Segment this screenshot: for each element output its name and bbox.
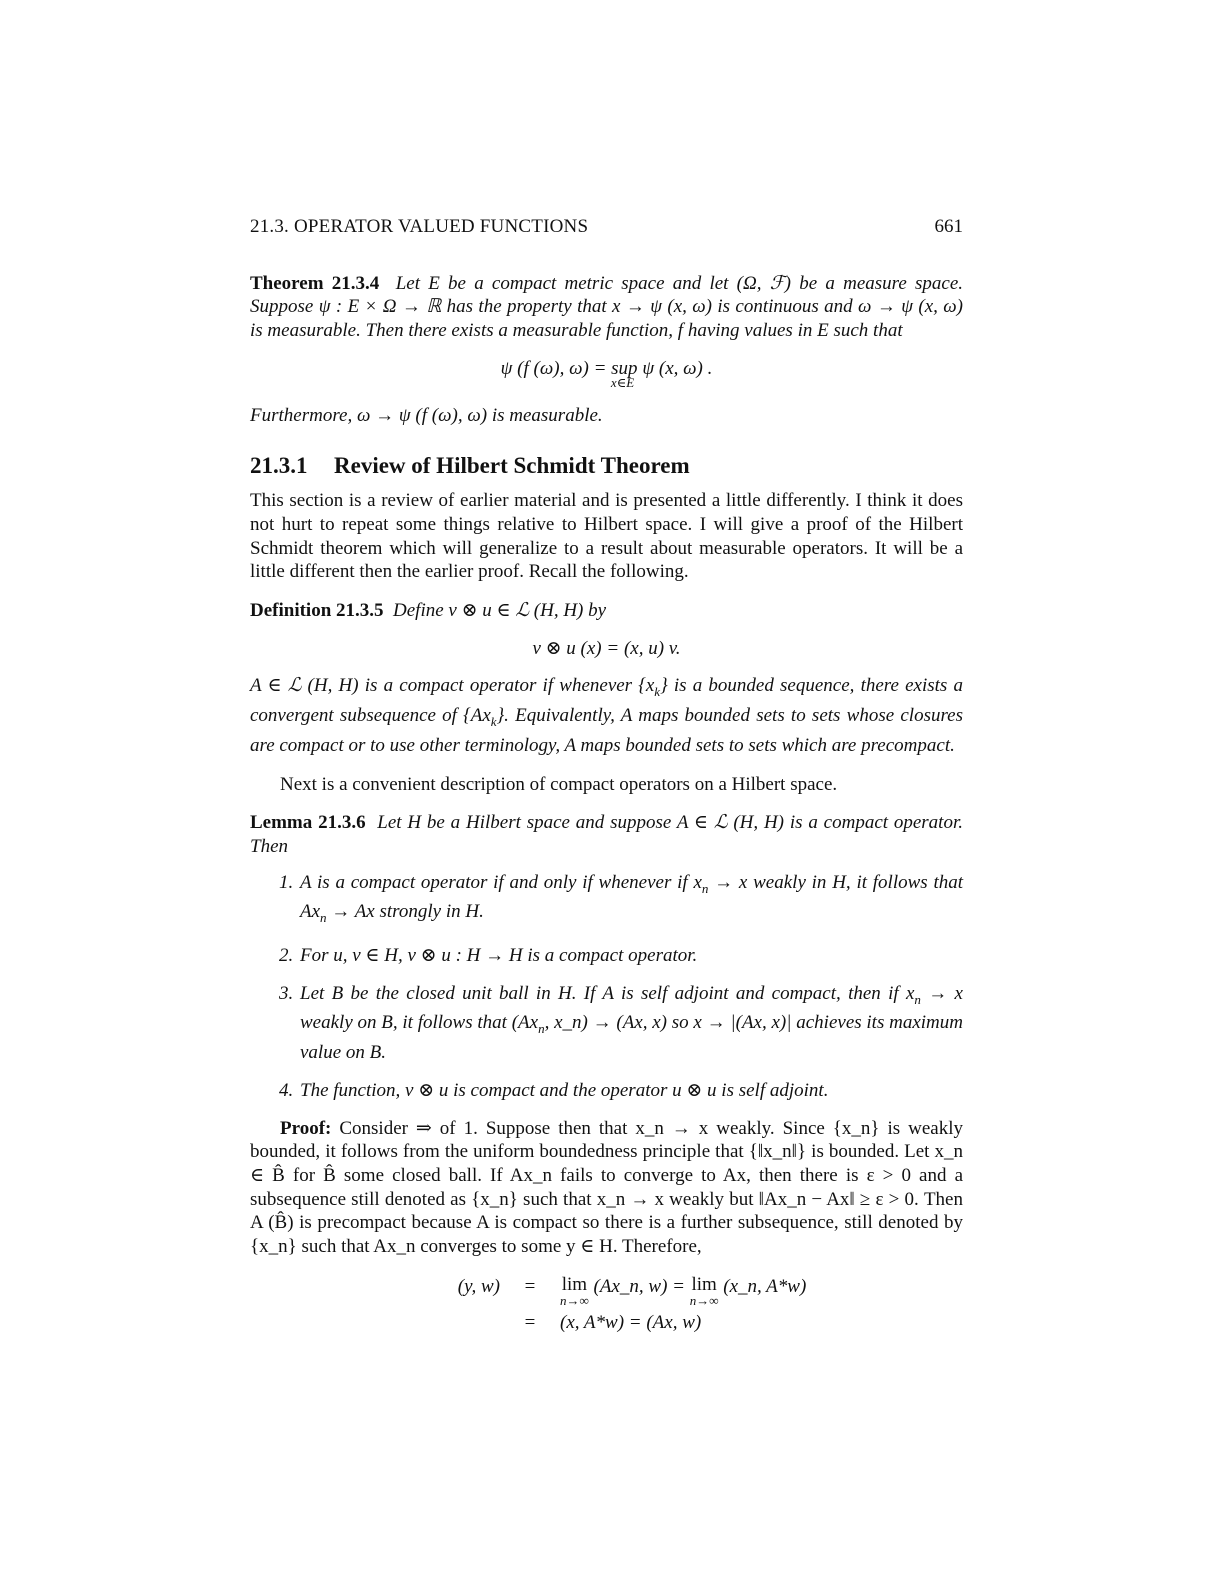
theorem-display-equation: ψ (f (ω), ω) = sup x∈E ψ (x, ω) . xyxy=(500,357,713,390)
running-head xyxy=(250,215,963,239)
page xyxy=(250,215,963,1347)
definition-display-equation: v ⊗ u (x) = (x, u) v. xyxy=(532,637,681,659)
definition-block xyxy=(250,599,963,758)
lemma-text: Let H be a Hilbert space and suppose A ∈ ℒ (H, H) is a compact operator. Then xyxy=(250,812,963,857)
lemma-item-3: 3. Let B be the closed unit ball in H. If A is self adjoint and compact, then if $x_n \to x$ weakly on B, it follows that ($Ax_n$, x_n) → (Ax, x) so x → |(Ax, x)| achieves its maximum value on B. xyxy=(298,982,963,1065)
proof-label: Proof: xyxy=(280,1117,332,1139)
proof-text: Consider ⇒ of 1. Suppose then that x_n → x weakly. Since {x_n} is weakly bounded, it follows from the uniform boundedness principle that {‖x_n‖} is bounded. Let x_n ∈ B̂ for B̂ some closed ball. If Ax_n fails to converge to Ax, then there is ε > 0 and a subsequence still denoted as {x_n} such that x_n → x weakly but ‖Ax_n − Ax‖ ≥ ε > 0. Then A (B̂) is precompact because A is compact so there is a further subsequence, still denoted by {x_n} such that Ax_n converges to some y ∈ H. Therefore, xyxy=(250,1117,964,1258)
section-number: 21.3.1 xyxy=(250,452,308,478)
running-title: 21.3. OPERATOR VALUED FUNCTIONS xyxy=(250,216,589,237)
lemma-block xyxy=(250,811,963,1102)
definition-label: Definition 21.3.5 xyxy=(250,600,384,622)
sup-subscript: x∈E xyxy=(610,374,635,390)
theorem-text: Let E be a compact metric space and let (Ω, ℱ) be a measure space. Suppose ψ : E × Ω → ℝ has the property that x → ψ (x, ω) is continuous and ω → ψ (x, ω) is measurable. Then there exists a measurable function, f having values in E such that xyxy=(250,272,963,342)
section-intro: This section is a review of earlier material and is presented a little differently. I think it does not hurt to repeat some things relative to Hilbert space. I will give a proof of the Hilbert Schmidt theorem which will generalize to a result about measurable operators. It will be a little different then the earlier proof. Recall the following. xyxy=(250,490,963,583)
theorem-label: Theorem 21.3.4 xyxy=(250,272,380,294)
compact-operator-definition: A ∈ ℒ (H, H) is a compact operator if whenever $\{x_k\}$ is a bounded sequence, there exists a convergent subsequence of $\{Ax_k\}$. Equivalently, A maps bounded sets to sets whose closures are compact or to use other terminology, A maps bounded sets to sets which are precompact. xyxy=(250,675,963,756)
equation-array xyxy=(440,1275,963,1347)
definition-text: Define v ⊗ u ∈ ℒ (H, H) by xyxy=(393,600,607,622)
equation-row-1: (y, w) = lim n→∞ (Ax_n, w) = lim n→∞ (x_n, A*w) xyxy=(457,1273,807,1308)
lemma-item-1: 1. A is a compact operator if and only if whenever if $x_n \to x$ weakly in H, it follows that $Ax_n \to Ax$ strongly in H. xyxy=(298,871,963,930)
page-number: 661 xyxy=(934,216,963,237)
lemma-label: Lemma 21.3.6 xyxy=(250,812,366,834)
lemma-item-2: 2. For u, v ∈ H, v ⊗ u : H → H is a compact operator. xyxy=(298,944,963,968)
theorem-block xyxy=(250,272,963,428)
lemma-item-4: 4. The function, v ⊗ u is compact and the operator u ⊗ u is self adjoint. xyxy=(298,1079,963,1103)
section-title: Review of Hilbert Schmidt Theorem xyxy=(334,452,690,478)
proof-paragraph xyxy=(250,1117,963,1259)
lemma-list xyxy=(250,871,963,1103)
theorem-furthermore: Furthermore, ω → ψ (f (ω), ω) is measurable. xyxy=(250,404,603,426)
section-heading xyxy=(250,454,963,478)
equation-row-2: = (x, A*w) = (Ax, w) xyxy=(524,1311,702,1333)
transition-paragraph: Next is a convenient description of compact operators on a Hilbert space. xyxy=(280,773,838,795)
